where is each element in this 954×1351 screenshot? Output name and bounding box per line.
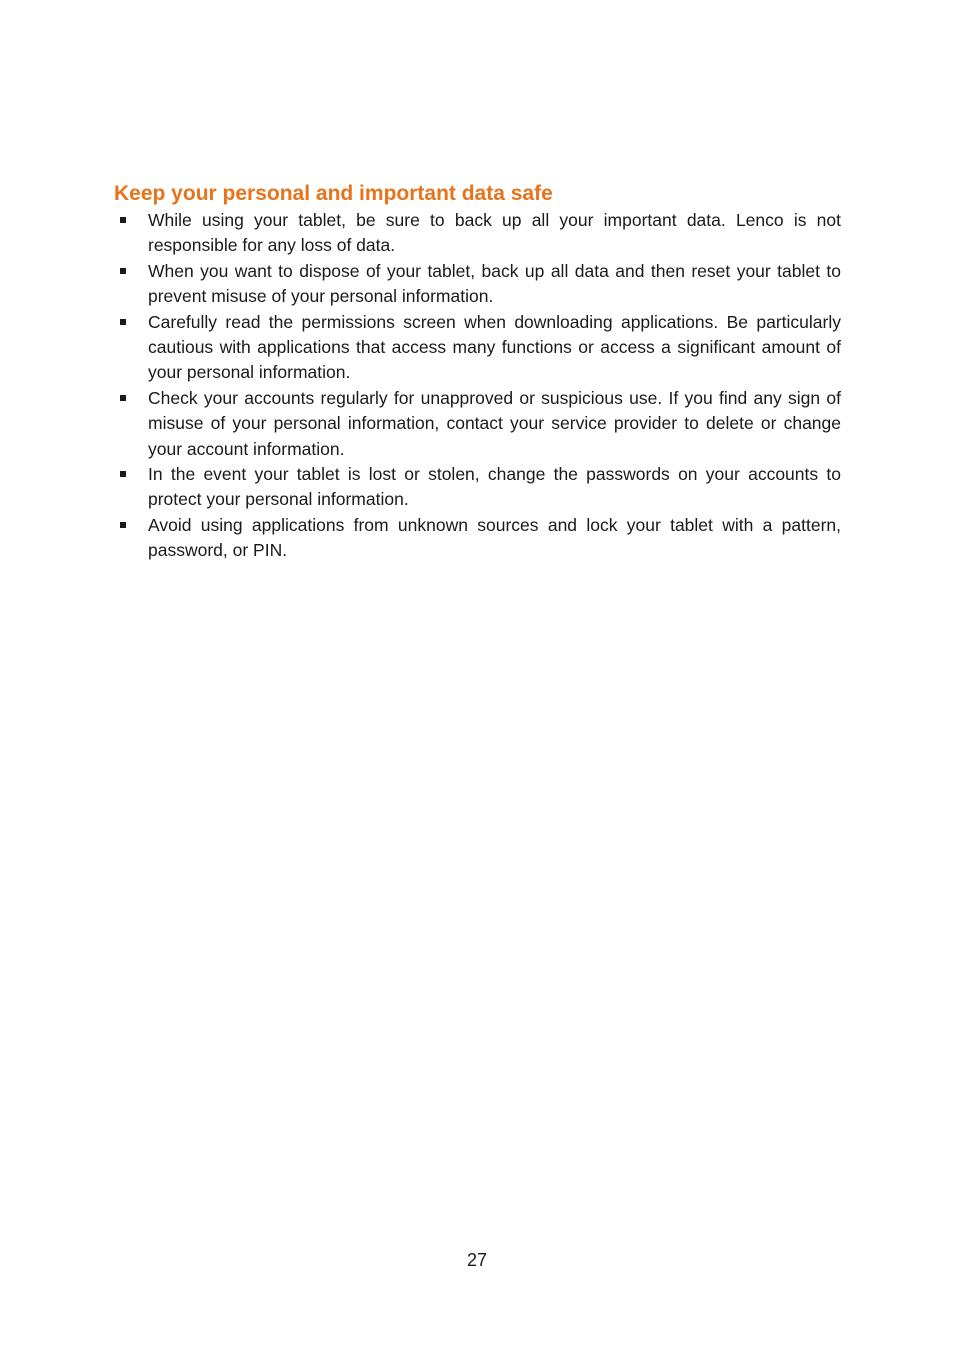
page-number: 27 <box>466 1250 488 1270</box>
square-bullet-icon <box>120 395 126 401</box>
bullet-text: In the event your tablet is lost or stolen, change the passwords on your accounts to protect your personal information. <box>148 464 841 510</box>
bullet-text: While using your tablet, be sure to back up all your important data. Lenco is not responsible for any loss of data. <box>148 210 841 256</box>
list-item <box>114 259 841 310</box>
bullet-text: Check your accounts regularly for unapproved or suspicious use. If you find any sign of misuse of your personal information, contact your service provider to delete or change your account information. <box>148 387 841 459</box>
square-bullet-icon <box>120 522 126 528</box>
square-bullet-icon <box>120 319 126 325</box>
square-bullet-icon <box>120 268 126 274</box>
list-item <box>114 208 841 259</box>
list-item <box>114 462 841 513</box>
list-item <box>114 310 841 386</box>
section-heading: Keep your personal and important data safe <box>114 182 553 205</box>
list-item <box>114 386 841 462</box>
bullet-text: Carefully read the permissions screen when downloading applications. Be particularly cautious with applications that access many functions or access a significant amount of your personal information. <box>148 311 841 383</box>
square-bullet-icon <box>120 471 126 477</box>
square-bullet-icon <box>120 217 126 223</box>
data-safety-section <box>114 180 841 564</box>
bullet-list <box>114 208 841 564</box>
bullet-text: Avoid using applications from unknown sources and lock your tablet with a pattern, password, or PIN. <box>148 514 841 561</box>
list-item <box>114 513 841 564</box>
bullet-text: When you want to dispose of your tablet, back up all data and then reset your tablet to prevent misuse of your personal information. <box>148 260 841 307</box>
